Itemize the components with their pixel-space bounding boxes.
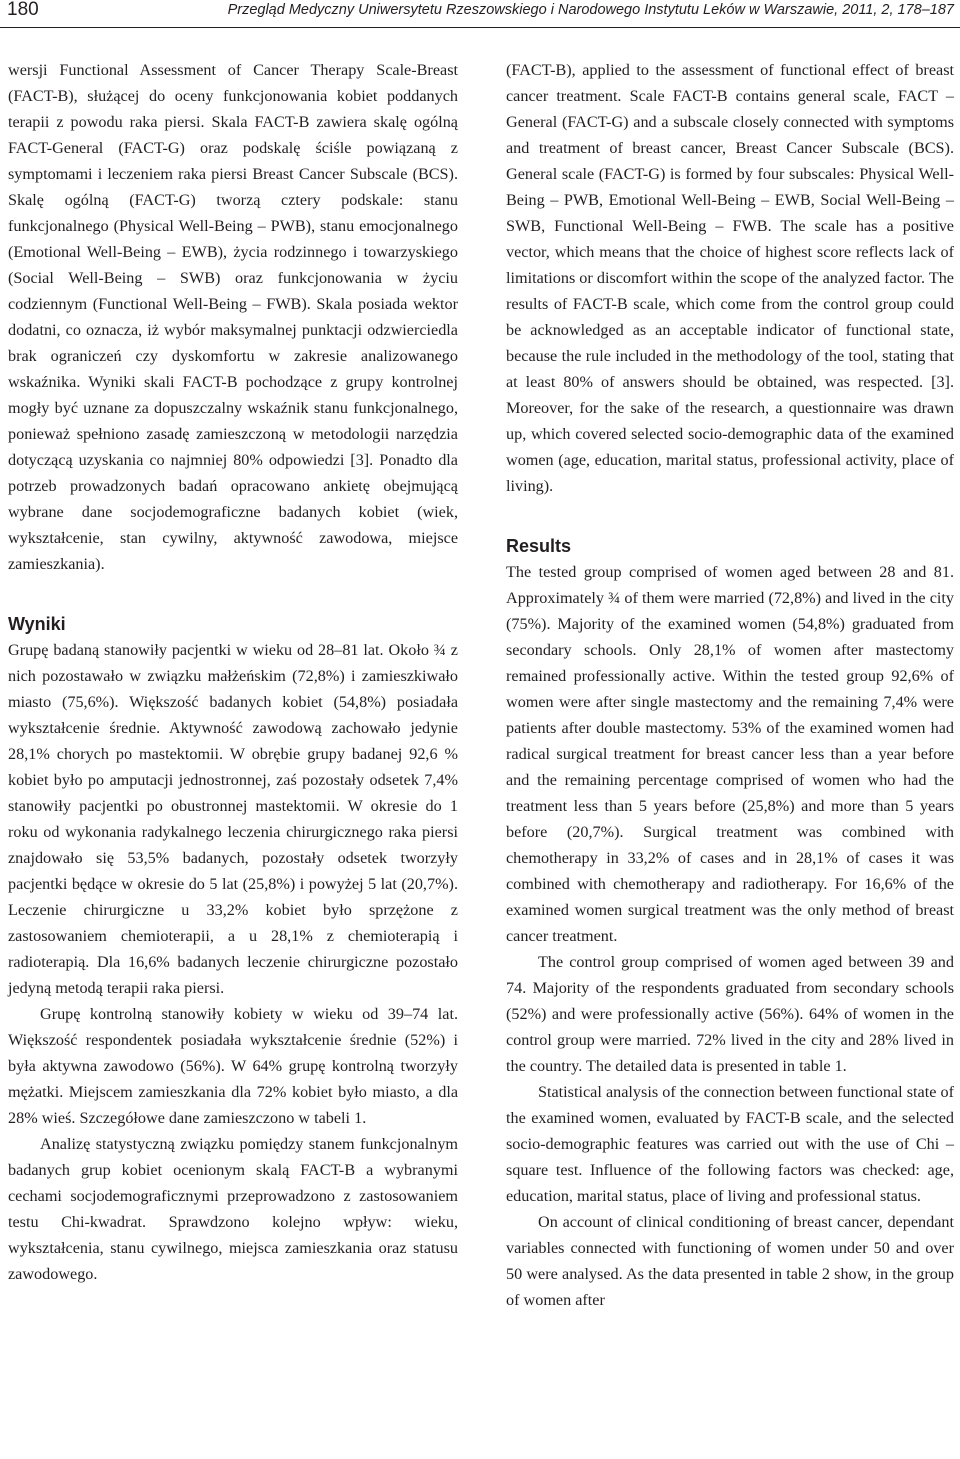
right-paragraph-methods: (FACT-B), applied to the assessment of functional effect of breast cancer treatment. Scale FACT-B contains general scale, FACT – General (FACT-G) and a subscale closely connected with symptoms and treatment of breast cancer, Breast Cancer Subscale (BCS). General scale (FACT-G) is formed by four subscales: Physical Well-Being – PWB, Emotional Well-Being – EWB, Social Well-Being – SWB, Functional Well-Being – FWB. The scale has a positive vector, which means that the choice of highest score reflects lack of limitations or discomfort within the scope of the analyzed factor. The results of FACT-B scale, which come from the control group could be acknowledged as an acceptable indicator of functional state, because the rule included in the methodology of the tool, stating that at least 80% of answers should be obtained, was respected. [3]. Moreover, for the sake of the research, a questionnaire was drawn up, which covered selected socio-demographic data of the examined women (age, education, marital status, professional activity, place of living).	[506, 61, 954, 495]
section-heading-results: Results	[506, 536, 572, 556]
section-spacer	[506, 499, 954, 533]
right-paragraph-study-group: The tested group comprised of women aged between 28 and 81. Approximately ¾ of them were married (72,8%) and lived in the city (75%). Majority of the examined women (54,8%) graduated from secondary schools. Only 28,1% of women after mastectomy remained professionally active. Within the tested group 92,6% of women were after single mastectomy and the remaining 7,4% were patients after double mastectomy. 53% of the examined women had radical surgical treatment for breast cancer less than a year before and the remaining percentage comprised of women who had the treatment less than 5 years before (25,8%) and more than 5 years before (20,7%). Surgical treatment was combined with chemotherapy in 33,2% of cases and in 28,1% of cases it was combined with chemotherapy and radiotherapy. For 16,6% of the examined women surgical treatment was the only method of breast cancer treatment.	[506, 563, 954, 945]
page-number: 180	[7, 0, 39, 20]
running-head: Przegląd Medyczny Uniwersytetu Rzeszowskiego i Narodowego Instytutu Leków w Warszawie, 2011, 2, 178–187	[227, 2, 954, 18]
right-paragraph-statistics: Statistical analysis of the connection between functional state of the examined women, evaluated by FACT-B scale, and the selected socio-demographic features was carried out with the use of Chi – square test. Influence of the following factors was checked: age, education, marital status, place of living and professional status.	[506, 1083, 954, 1205]
left-paragraph-statistics: Analizę statystyczną związku pomiędzy stanem funkcjonalnym badanych grup kobiet ocenionym skalą FACT-B a wybranymi cechami socjodemograficznymi przeprowadzono z zastosowaniem testu Chi-kwadrat. Sprawdzono kolejno wpływ: wieku, wykształcenia, stanu cywilnego, miejsca zamieszkania oraz statusu zawodowego.	[8, 1135, 458, 1283]
right-paragraph-control-group: The control group comprised of women aged between 39 and 74. Majority of the respondents graduated from secondary schools (52%) and were professionally active (56%). 64% of women in the control group were married. 72% lived in the city and 28% lived in the country. The detailed data is presented in table 1.	[506, 953, 954, 1075]
section-heading-wyniki: Wyniki	[8, 614, 66, 634]
left-column-polish	[8, 57, 458, 1287]
section-spacer	[8, 577, 458, 611]
left-paragraph-control-group: Grupę kontrolną stanowiły kobiety w wieku od 39–74 lat. Większość respondentek posiadała wykształcenie średnie (52%) i była aktywna zawodowo (56%). W 64% grupę kontrolną tworzyły mężatki. Miejscem zamieszkania dla 72% kobiet było miasto, a dla 28% wieś. Szczegółowe dane zamieszczono w tabeli 1.	[8, 1005, 458, 1127]
header-divider	[0, 27, 960, 28]
left-paragraph-methods: wersji Functional Assessment of Cancer Therapy Scale-Breast (FACT-B), służącej do oceny funkcjonowania kobiet poddanych terapii z powodu raka piersi. Skala FACT-B zawiera skalę ogólną FACT-General (FACT-G) oraz podskalę ściśle powiązaną z symptomami i leczeniem raka piersi Breast Cancer Subscale (BCS). Skalę ogólną (FACT-G) tworzą cztery podskale: stanu funkcjonalnego (Physical Well-Being – PWB), stanu emocjonalnego (Emotional Well-Being – EWB), życia rodzinnego i towarzyskiego (Social Well-Being – SWB) oraz funkcjonowania w życiu codziennym (Functional Well-Being – FWB). Skala posiada wektor dodatni, co oznacza, iż wybór maksymalnej punktacji odzwierciedla brak ograniczeń czy dyskomfortu w zakresie analizowanego wskaźnika. Wyniki skali FACT-B pochodzące z grupy kontrolnej mogły być uznane za dopuszczalny wskaźnik stanu funkcjonalnego, ponieważ spełniono zasadę zamieszczoną w metodologii narzędzia dotyczącą uzyskania co najmniej 80% odpowiedzi [3]. Ponadto dla potrzeb prowadzonych badań opracowano ankietę obejmującą wybrane dane socjodemograficzne badanych kobiet (wiek, wykształcenie, stan cywilny, aktywność zawodowa, miejsce zamieszkania).	[8, 61, 458, 573]
page-header	[0, 0, 960, 26]
right-paragraph-clinical: On account of clinical conditioning of breast cancer, dependant variables connected with functioning of women under 50 and over 50 were analysed. As the data presented in table 2 show, in the group of women after	[506, 1213, 954, 1309]
left-paragraph-study-group: Grupę badaną stanowiły pacjentki w wieku od 28–81 lat. Około ¾ z nich pozostawało w związku małżeńskim (72,8%) i zamieszkiwało miasto (75,6%). Większość badanych kobiet (54,8%) posiadała wykształcenie średnie. Aktywność zawodową zachowało jedynie 28,1% chorych po mastektomii. W obrębie grupy badanej 92,6 % kobiet było po amputacji jednostronnej, zaś pozostały odsetek 7,4% stanowiły pacjentki po obustronnej mastektomii. W okresie do 1 roku od wykonania radykalnego leczenia chirurgicznego raka piersi znajdowało się 53,5% badanych, pozostały odsetek tworzyły pacjentki będące w okresie do 5 lat (25,8%) i powyżej 5 lat (20,7%). Leczenie chirurgiczne u 33,2% kobiet było sprzężone z zastosowaniem chemioterapii, a u 28,1% z chemioterapią i radioterapią. Dla 16,6% badanych leczenie chirurgiczne pozostało jedyną metodą terapii raka piersi.	[8, 641, 458, 997]
right-column-english	[506, 57, 954, 1313]
